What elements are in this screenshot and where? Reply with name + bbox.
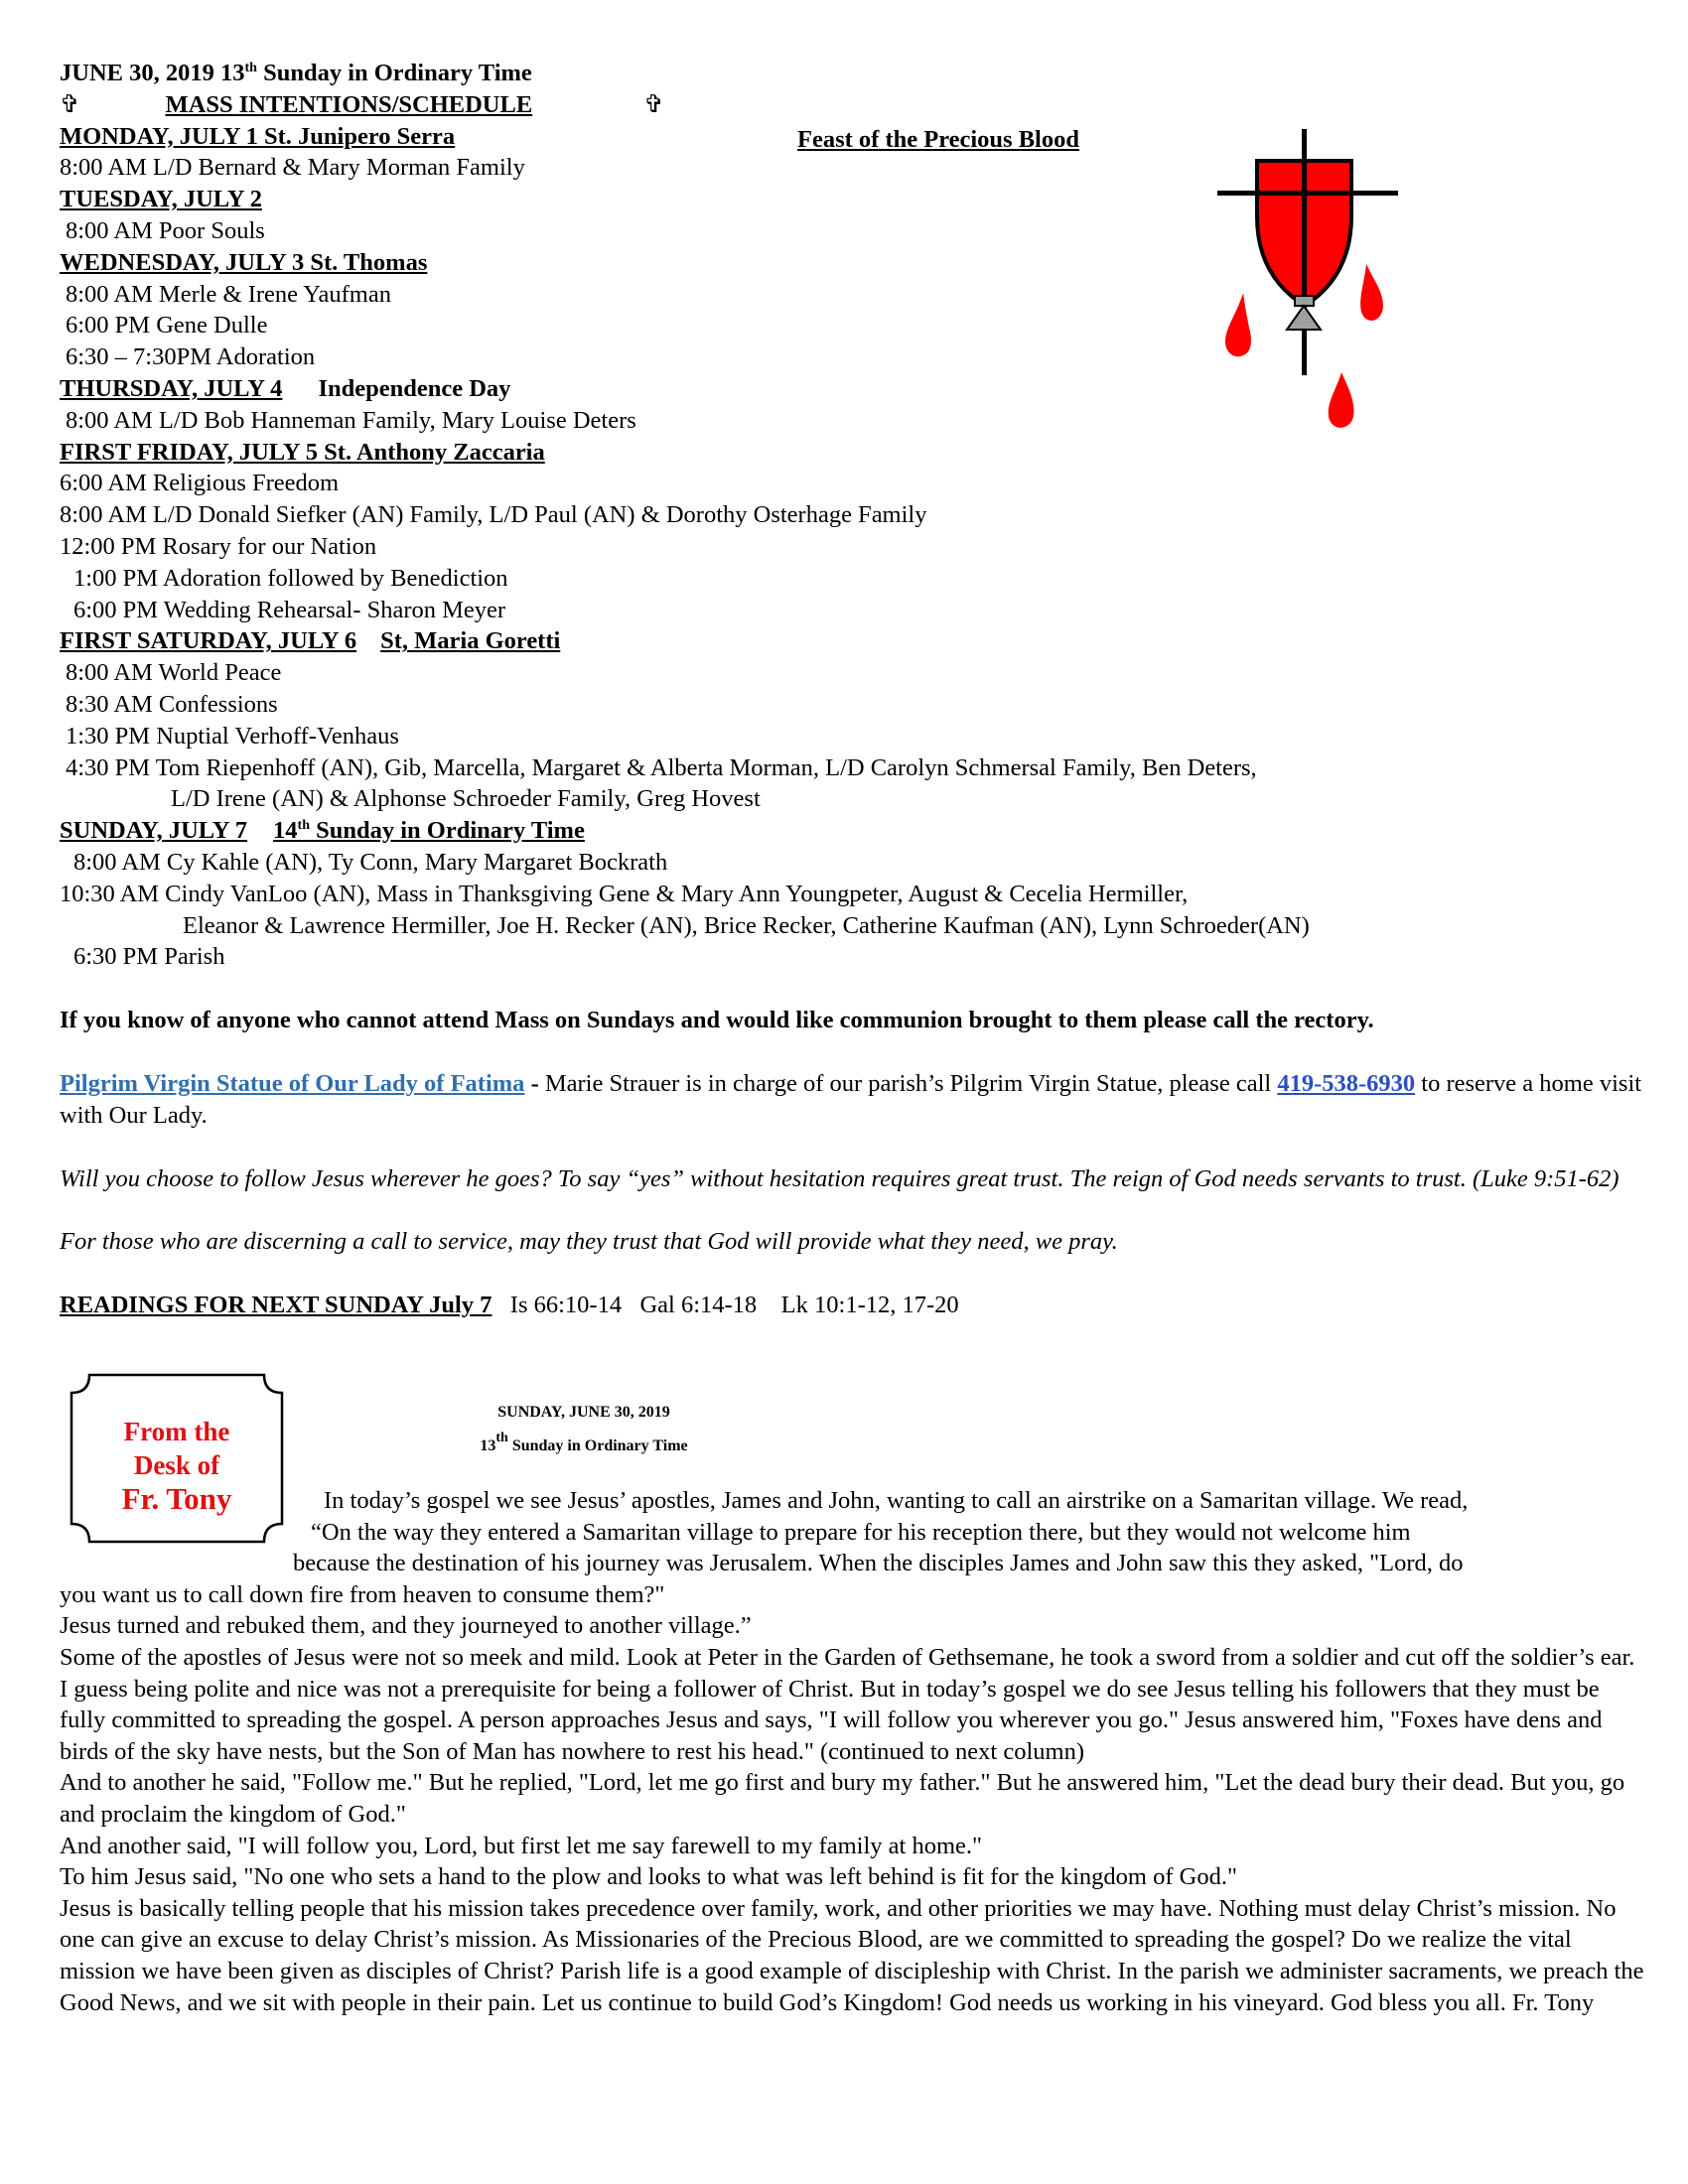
- sunday-heading: SUNDAY, JULY 7 14th Sunday in Ordinary Time: [60, 817, 585, 845]
- schedule-item: 6:30 PM Parish: [73, 943, 225, 971]
- schedule-item: 8:00 AM Cy Kahle (AN), Ty Conn, Mary Margaret Bockrath: [73, 848, 668, 876]
- schedule-item: 8:30 AM Confessions: [66, 690, 278, 718]
- saturday-heading: FIRST SATURDAY, JULY 6 St, Maria Goretti: [60, 627, 561, 655]
- pilgrim-statue-notice: Pilgrim Virgin Statue of Our Lady of Fatima - Marie Strauer is in charge of our parish’s Pilgrim Virgin Statue, please call 419-538-6930 to reserve a home visit with Our Lady.: [60, 1069, 1642, 1129]
- schedule-item: 1:30 PM Nuptial Verhoff-Venhaus: [66, 722, 399, 750]
- article-paragraph: Some of the apostles of Jesus were not so meek and mild. Look at Peter in the Garden of Gethsemane, he took a sword from a soldier and cut off the soldier’s ear. I guess being polite and nice was not a prerequisite for being a follower of Christ. But in today’s gospel we do see Jesus telling his followers that they must be fully committed to spreading the gospel. A person approaches Jesus and says, "I will follow you wherever you go." Jesus answered him, "Foxes have dens and birds of the sky have nests, but the Son of Man has nowhere to rest his head." (continued to next column): [60, 1643, 1635, 1765]
- article-paragraph: And another said, "I will follow you, Lord, but first let me say farewell to my family at home.": [60, 1832, 983, 1859]
- thursday-heading: THURSDAY, JULY 4 Independence Day: [60, 374, 511, 402]
- tuesday-heading: TUESDAY, JULY 2: [60, 186, 263, 213]
- article-paragraph: And to another he said, "Follow me." But he replied, "Lord, let me go first and bury my father." But he answered him, "Let the dead bury their dead. But you, go and proclaim the kingdom of God.": [60, 1769, 1625, 1828]
- cross-icon: ✞: [60, 90, 80, 118]
- fr-tony-article: [60, 1485, 1648, 2018]
- schedule-continuation: Eleanor & Lawrence Hermiller, Joe H. Recker (AN), Brice Recker, Catherine Kaufman (AN), Lynn Schroeder(AN): [183, 911, 1310, 939]
- article-line: because the destination of his journey was Jerusalem. When the disciples James and John saw this they asked, "Lord, do: [293, 1550, 1464, 1577]
- feast-title: Feast of the Precious Blood: [797, 126, 1079, 153]
- article-heading: SUNDAY, JUNE 30, 2019 13th Sunday in Ordinary Time: [480, 1404, 688, 1454]
- schedule-item: 8:00 AM World Peace: [66, 659, 282, 687]
- readings-line: READINGS FOR NEXT SUNDAY July 7 Is 66:10-14 Gal 6:14-18 Lk 10:1-12, 17-20: [60, 1292, 959, 1319]
- schedule-item: 8:00 AM L/D Donald Siefker (AN) Family, L/D Paul (AN) & Dorothy Osterhage Family: [60, 501, 927, 529]
- reflection-text: Will you choose to follow Jesus wherever he goes? To say “yes” without hesitation requires great trust. The reign of God needs servants to trust. (Luke 9:51-62): [60, 1164, 1619, 1192]
- wednesday-heading: WEDNESDAY, JULY 3 St. Thomas: [60, 248, 428, 276]
- schedule-item: 8:00 AM L/D Bernard & Mary Morman Family: [60, 154, 525, 182]
- schedule-item: 10:30 AM Cindy VanLoo (AN), Mass in Thanksgiving Gene & Mary Ann Youngpeter, August & Cecelia Hermiller,: [60, 880, 1189, 907]
- cross-icon: ✞: [643, 90, 664, 118]
- schedule-item: 8:00 AM Merle & Irene Yaufman: [66, 280, 391, 308]
- article-line: you want us to call down fire from heaven to consume them?": [60, 1580, 665, 1608]
- bulletin-date-line: JUNE 30, 2019 13th Sunday in Ordinary Time: [60, 60, 532, 86]
- schedule-item: 12:00 PM Rosary for our Nation: [60, 532, 377, 560]
- independence-day-label: Independence Day: [318, 374, 511, 402]
- phone-link[interactable]: 419-538-6930: [1277, 1069, 1416, 1097]
- schedule-continuation: L/D Irene (AN) & Alphonse Schroeder Family, Greg Hovest: [171, 785, 761, 813]
- desk-box-text: From the Desk of Fr. Tony: [121, 1417, 232, 1516]
- article-line: In today’s gospel we see Jesus’ apostles, James and John, wanting to call an airstrike on a Samaritan village. We read,: [324, 1487, 1469, 1514]
- schedule-item: 6:30 – 7:30PM Adoration: [66, 343, 316, 371]
- article-paragraph: Jesus turned and rebuked them, and they journeyed to another village.”: [60, 1612, 752, 1640]
- schedule-item: 1:00 PM Adoration followed by Benediction: [73, 564, 508, 592]
- prayer-text: For those who are discerning a call to service, may they trust that God will provide what they need, we pray.: [60, 1228, 1118, 1256]
- pilgrim-statue-link[interactable]: Pilgrim Virgin Statue of Our Lady of Fatima: [60, 1069, 525, 1097]
- schedule-item: 6:00 PM Wedding Rehearsal- Sharon Meyer: [73, 596, 506, 623]
- article-paragraph: To him Jesus said, "No one who sets a hand to the plow and looks to what was left behind is fit for the kingdom of God.": [60, 1863, 1237, 1891]
- schedule-item: 6:00 PM Gene Dulle: [66, 312, 268, 340]
- schedule-item: 4:30 PM Tom Riepenhoff (AN), Gib, Marcella, Margaret & Alberta Morman, L/D Carolyn Schmersal Family, Ben Deters,: [66, 753, 1257, 781]
- schedule-item: 8:00 AM Poor Souls: [66, 216, 265, 244]
- mass-schedule-title: ✞ MASS INTENTIONS/SCHEDULE ✞: [60, 89, 664, 121]
- article-line: “On the way they entered a Samaritan village to prepare for his reception there, but they would not welcome him: [311, 1518, 1411, 1546]
- communion-notice: If you know of anyone who cannot attend Mass on Sundays and would like communion brought to them please call the rectory.: [60, 1007, 1374, 1034]
- schedule-item: 6:00 AM Religious Freedom: [60, 470, 340, 497]
- monday-heading: MONDAY, JULY 1 St. Junipero Serra: [60, 122, 456, 150]
- article-paragraph: Jesus is basically telling people that his mission takes precedence over family, work, and other priorities we may have. Nothing must delay Christ’s mission. No one can give an excuse to delay Christ’s mission. As Missionaries of the Precious Blood, are we committed to spreading the gospel? Do we realize the vital mission we have been given as disciples of Christ? Parish life is a good example of discipleship with Christ. In the parish we administer sacraments, we preach the Good News, and we sit with people in their pain. Let us continue to build God’s Kingdom! God needs us working in his vineyard. God bless you all. Fr. Tony: [60, 1894, 1644, 2016]
- schedule-item: 8:00 AM L/D Bob Hanneman Family, Mary Louise Deters: [66, 406, 636, 434]
- friday-heading: FIRST FRIDAY, JULY 5 St. Anthony Zaccaria: [60, 438, 545, 466]
- precious-blood-chalice-image: [1217, 129, 1416, 447]
